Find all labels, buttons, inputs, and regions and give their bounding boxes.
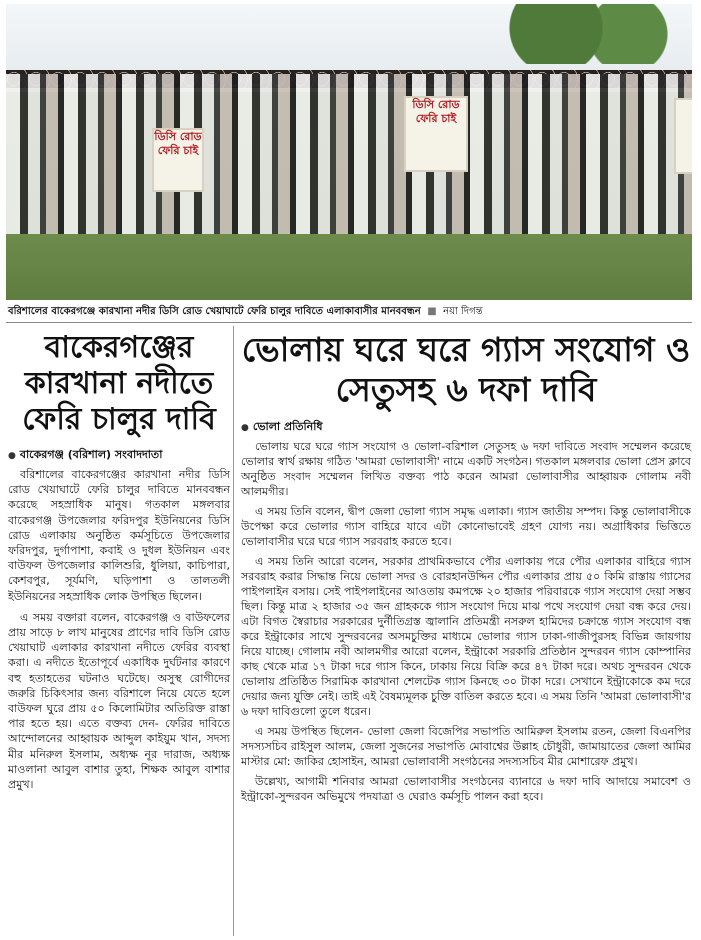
horizontal-rule — [6, 322, 692, 323]
right-article — [241, 330, 691, 809]
caption-source: নয়া দিগন্ত — [443, 306, 483, 317]
right-paragraph: এ সময় তিনি আরো বলেন, সরকার প্রাথমিকভাবে পৌর এলাকায় পরে পৌর এলাকার বাহিরে গ্যাস সরবরাহ করার সিদ্ধান্ত নিয়ে ভোলা সদর ও বোরহানউদ্দিন পৌর এলাকার প্রায় ৫০ কিমি রাস্তায় গ্যাসের পাইপলাইন বসায়। সেই পাইপলাইনের আওতায় কমপক্ষে ২০ হাজার পরিবারকে গ্যাস সংযোগ দেয়া সম্ভব ছিল। কিন্তু মাত্র ২ হাজার ৩৫ জন গ্রাহককে গ্যাস সংযোগ দিয়ে মাঝ পথে সংযোগ দেয়া বন্ধ করে দেয়। এটা বিগত স্বৈরাচার সরকারের দুর্নীতিগ্রস্ত জ্বালানি প্রতিমন্ত্রী নসরুল হামিদের চক্রান্তে গ্যাস সংযোগ বন্ধ করে ইন্ট্রাকোর সাথে সুন্দরবনের অসমচুক্তির মাধ্যমে ভোলার গ্যাস ঢাকা-গাজীপুরসহ বিভিন্ন জায়গায় নিয়ে যাচ্ছে। গোলাম নবী আলমগীর আরো বলেন, ইন্ট্রাকো সরকারি প্রতিষ্ঠান সুন্দরবন গ্যাস কোম্পানির কাছ থেকে মাত্র ১৭ টাকা দরে গ্যাস কিনে, ঢাকায় নিয়ে বিক্রি করে ৪৭ টাকা দরে। অথচ সুন্দরবন থেকে ভোলায় প্রতিষ্ঠিত সিরামিক কারখানা শেলটেক গ্যাস কিনছে ৩০ টাকা দরে। সেখানে ইন্ট্রাকোকে কম দরে দেয়ার জন্য যুক্তি নেই। তাই এই বৈষম্যমূলক চুক্তি বাতিল করতে হবে। এ সময় তিনি 'আমরা ভোলাবাসী'র ৬ দফা দাবিগুলো তুলে ধরেন। — [241, 555, 691, 718]
protest-banner: ডিসি রোড ফেরি চাই — [152, 128, 204, 192]
caption-text: বরিশালের বাকেরগঞ্জে কারখানা নদীর ডিসি রোড খেয়াঘাটে ফেরি চালুর দাবিতে এলাকাবাসীর মানববন্ধন — [8, 306, 421, 317]
caption-separator: ■ — [427, 306, 437, 317]
left-byline: ● বাকেরগঞ্জ (বরিশাল) সংবাদদাতা — [8, 446, 230, 465]
protest-banner: ডিসি রোড ফেরি চাই — [404, 96, 468, 172]
left-headline: বাকেরগঞ্জের কারখানা নদীতে ফেরি চালুর দাবি — [22, 330, 216, 437]
protest-banner-edge — [674, 98, 692, 174]
right-paragraph: এ সময় উপস্থিত ছিলেন- ভোলা জেলা বিজেপির সভাপতি আমিরুল ইসলাম রতন, জেলা বিএনপির সদস্যসচিব রাইসুল আলম, জেলা সুজনের সভাপতি মোবাশ্বের উল্লাহ চৌধুরী, জামায়াতের জেলা আমির মাস্টার মো: জাকির হোসাইন, আমরা ভোলাবাসী সংগঠনের সদস্যসচিব মীর মোশারেফ প্রমুখ। — [241, 725, 691, 768]
right-paragraph: এ সময় তিনি বলেন, দ্বীপ জেলা ভোলা গ্যাস সমৃদ্ধ এলাকা। গ্যাস জাতীয় সম্পদ। কিন্তু ভোলাবাসীকে উপেক্ষা করে ভোলার গ্যাস বাহিরে যাবে এটা কোনোভাবেই গ্রহণ যোগ্য নয়। অগ্রাধিকার ভিত্তিতে ভোলাবাসীর ঘরে ঘরে গ্যাস সরবরাহ করতে হবে। — [241, 505, 691, 548]
column-divider — [233, 326, 234, 936]
left-paragraph: বরিশালের বাকেরগঞ্জের কারখানা নদীর ডিসি রোড খেয়াঘাটে ফেরি চালুর দাবিতে মানববন্ধন করেছে সহস্রাধিক মানুষ। গতকাল মঙ্গলবার বাকেরগঞ্জ উপজেলার ফরিদপুর ইউনিয়নের ডিসি রোড এলাকায় অনুষ্ঠিত কর্মসূচিতে উপজেলার ফরিদপুর, দুর্গাপাশা, কবাই ও দুধল ইউনিয়ন এবং বাউফল উপজেলার কালিশুরি, ধুলিয়া, কাচিপারা, কেশবপুর, সূর্যমণি, ঘড়িপাশা ও তালতলী ইউনিয়নের সহস্রাধিক লোক উপস্থিত ছিলেন। — [8, 468, 230, 603]
tree — [502, 4, 682, 64]
right-byline: ● ভোলা প্রতিনিধি — [241, 418, 691, 437]
right-paragraph: উল্লেখ্য, আগামী শনিবার আমরা ভোলাবাসীর সংগঠনের ব্যানারে ৬ দফা দাবি আদায়ে সমাবেশ ও ইন্ট্রাকো-সুন্দরবন অভিমুখে পদযাত্রা ও ঘেরাও কর্মসূচি পালন করা হবে। — [241, 775, 691, 803]
news-photo — [6, 4, 692, 300]
right-headline: ভোলায় ঘরে ঘরে গ্যাস সংযোগ ও সেতুসহ ৬ দফা দাবি — [241, 330, 691, 409]
photo-caption — [8, 304, 694, 321]
left-article — [8, 326, 230, 798]
grass-ground — [6, 234, 692, 300]
right-paragraph: ভোলায় ঘরে ঘরে গ্যাস সংযোগ ও ভোলা-বরিশাল সেতুসহ ৬ দফা দাবিতে সংবাদ সম্মেলন করেছে ভোলার স্বার্থ রক্ষায় গঠিত 'আমরা ভোলাবাসী' নামে একটি সংগঠন। গতকাল মঙ্গলবার ভোলা প্রেস ক্লাবে অনুষ্ঠিত সংবাদ সম্মেলন লিখিত বক্তব্য পাঠ করেন আমরা ভোলাবাসীর আহ্বায়ক গোলাম নবী আলমগীর। — [241, 440, 691, 498]
crowd — [6, 74, 692, 244]
left-paragraph: এ সময় বক্তারা বলেন, বাকেরগঞ্জ ও বাউফলের প্রায় সাড়ে ৮ লাখ মানুষের প্রাণের দাবি ডিসি রোড খেয়াঘাট এলাকার কারখানা নদীতে ফেরির ব্যবস্থা করা। এ নদীতে ইতোপূর্বে একাধিক দুর্ঘটনার কারণে বহু হতাহতের ঘটনাও ঘটেছে। অসুস্থ রোগীদের জরুরি চিকিৎসার জন্য বরিশালে নিয়ে যেতে হলে বাউফল ঘুরে প্রায় ৫০ কিলোমিটার অতিরিক্ত রাস্তা পার হতে হয়। এতে বক্তব্য দেন- ফেরির দাবিতে আন্দোলনের আহ্বায়ক আব্দুল কাইয়ুম খান, সদস্য মীর মনিরুল ইসলাম, অধ্যক্ষ নূর দারাজ, অধ্যক্ষ মাওলানা আবুল বাশার তুহা, শিক্ষক আবুল বাশার প্রমুখ। — [8, 610, 230, 792]
